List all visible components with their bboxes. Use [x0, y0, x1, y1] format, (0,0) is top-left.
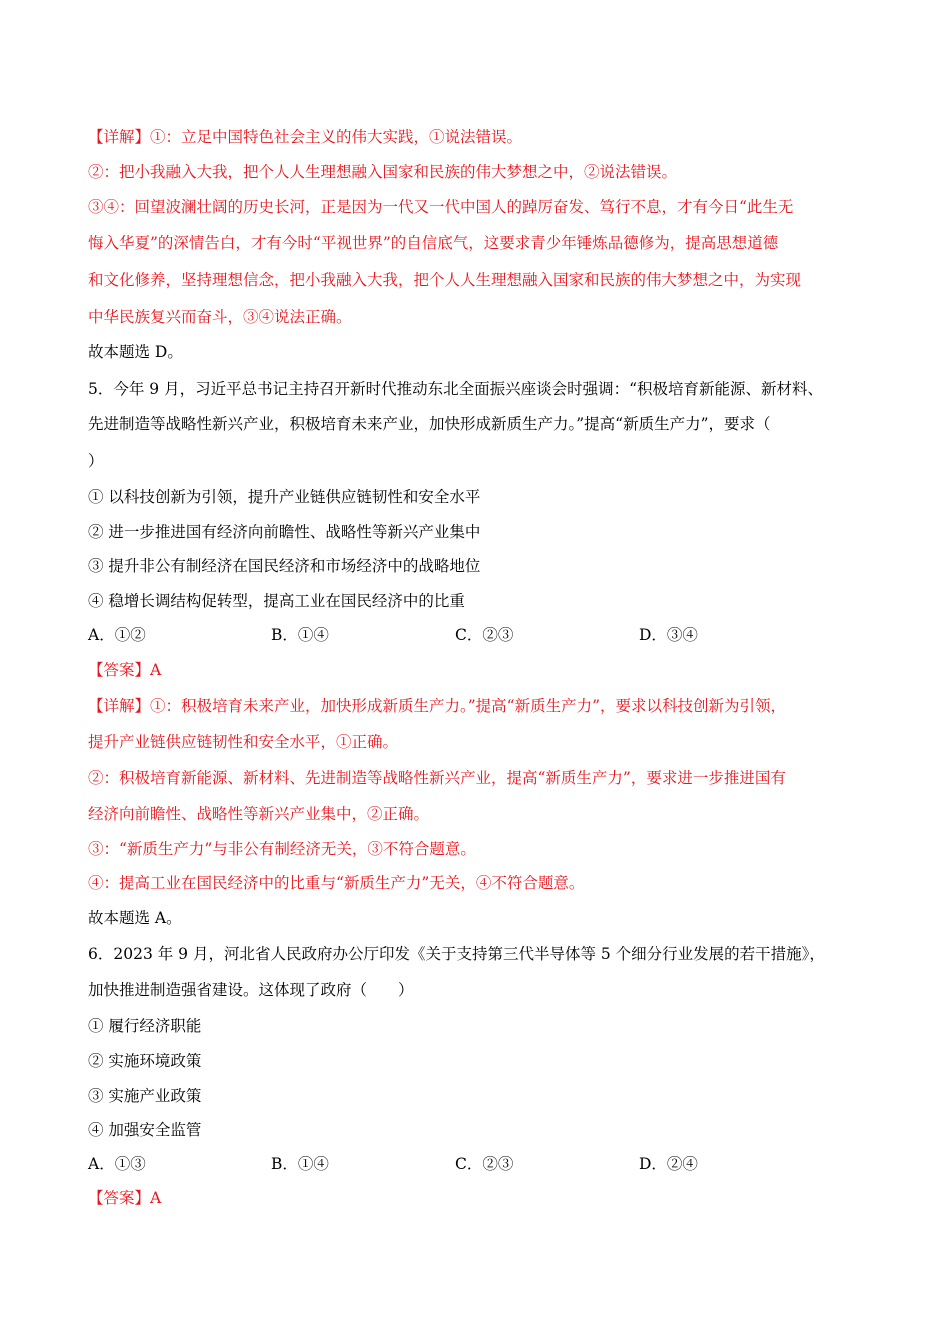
- q5-option-a: A．①②: [88, 626, 146, 644]
- q5-detail-line-1: 【详解】①：积极培育未来产业，加快形成新质生产力。”提高“新质生产力”，要求以科技创新为引领，: [88, 697, 787, 715]
- q6-item-4: ④ 加强安全监管: [88, 1121, 202, 1139]
- q5-item-2: ② 进一步推进国有经济向前瞻性、战略性等新兴产业集中: [88, 523, 481, 541]
- q5-stem-line-3: ）: [88, 452, 104, 470]
- q5-item-3: ③ 提升非公有制经济在国民经济和市场经济中的战略地位: [88, 557, 481, 575]
- q4-detail-line-3: ③④：回望波澜壮阔的历史长河，正是因为一代又一代中国人的踔厉奋发、笃行不息，才有今日“此生无: [88, 198, 794, 216]
- q5-detail-line-5: ③：“新质生产力”与非公有制经济无关，③不符合题意。: [88, 840, 476, 858]
- q5-option-d: D．③④: [639, 626, 698, 644]
- q5-detail-line-4: 经济向前瞻性、战略性等新兴产业集中，②正确。: [88, 805, 430, 823]
- q5-detail-line-3: ②：积极培育新能源、新材料、先进制造等战略性新兴产业，提高“新质生产力”，要求进一步推进国有: [88, 769, 786, 787]
- q5-option-b: B．①④: [271, 626, 329, 644]
- q5-answer: 【答案】A: [88, 661, 162, 679]
- q4-conclusion: 故本题选 D。: [88, 343, 183, 361]
- q6-option-a: A．①③: [88, 1155, 146, 1173]
- q5-option-c: C．②③: [455, 626, 514, 644]
- q5-stem-line-2: 先进制造等战略性新兴产业，积极培育未来产业，加快形成新质生产力。”提高“新质生产力”，要求（: [88, 415, 771, 433]
- q4-detail-line-6: 中华民族复兴而奋斗，③④说法正确。: [88, 308, 352, 326]
- q5-item-1: ① 以科技创新为引领，提升产业链供应链韧性和安全水平: [88, 488, 481, 506]
- q6-option-d: D．②④: [639, 1155, 698, 1173]
- q6-stem-line-2: 加快推进制造强省建设。这体现了政府（ ）: [88, 981, 414, 999]
- q4-detail-line-2: ②：把小我融入大我，把个人人生理想融入国家和民族的伟大梦想之中，②说法错误。: [88, 163, 678, 181]
- q6-option-b: B．①④: [271, 1155, 329, 1173]
- q5-conclusion: 故本题选 A。: [88, 909, 182, 927]
- q4-detail-line-1: 【详解】①：立足中国特色社会主义的伟大实践，①说法错误。: [88, 128, 523, 146]
- q5-stem-line-1: 5．今年 9 月，习近平总书记主持召开新时代推动东北全面振兴座谈会时强调：“积极培育新能源、新材料、: [88, 380, 824, 398]
- q6-answer: 【答案】A: [88, 1189, 162, 1207]
- q4-detail-line-4: 悔入华夏”的深情告白，才有今时“平视世界”的自信底气，这要求青少年锤炼品德修为，提高思想道德: [88, 234, 779, 252]
- q5-item-4: ④ 稳增长调结构促转型，提高工业在国民经济中的比重: [88, 592, 465, 610]
- q5-detail-line-6: ④：提高工业在国民经济中的比重与“新质生产力”无关，④不符合题意。: [88, 874, 585, 892]
- q6-item-1: ① 履行经济职能: [88, 1017, 202, 1035]
- q6-item-3: ③ 实施产业政策: [88, 1087, 202, 1105]
- q6-option-c: C．②③: [455, 1155, 514, 1173]
- q5-detail-line-2: 提升产业链供应链韧性和安全水平，①正确。: [88, 733, 399, 751]
- q4-detail-line-5: 和文化修养，坚持理想信念，把小我融入大我，把个人人生理想融入国家和民族的伟大梦想之中，为实现: [88, 271, 802, 289]
- q6-stem-line-1: 6．2023 年 9 月，河北省人民政府办公厅印发《关于支持第三代半导体等 5 个细分行业发展的若干措施》，: [88, 945, 825, 963]
- q6-item-2: ② 实施环境政策: [88, 1052, 202, 1070]
